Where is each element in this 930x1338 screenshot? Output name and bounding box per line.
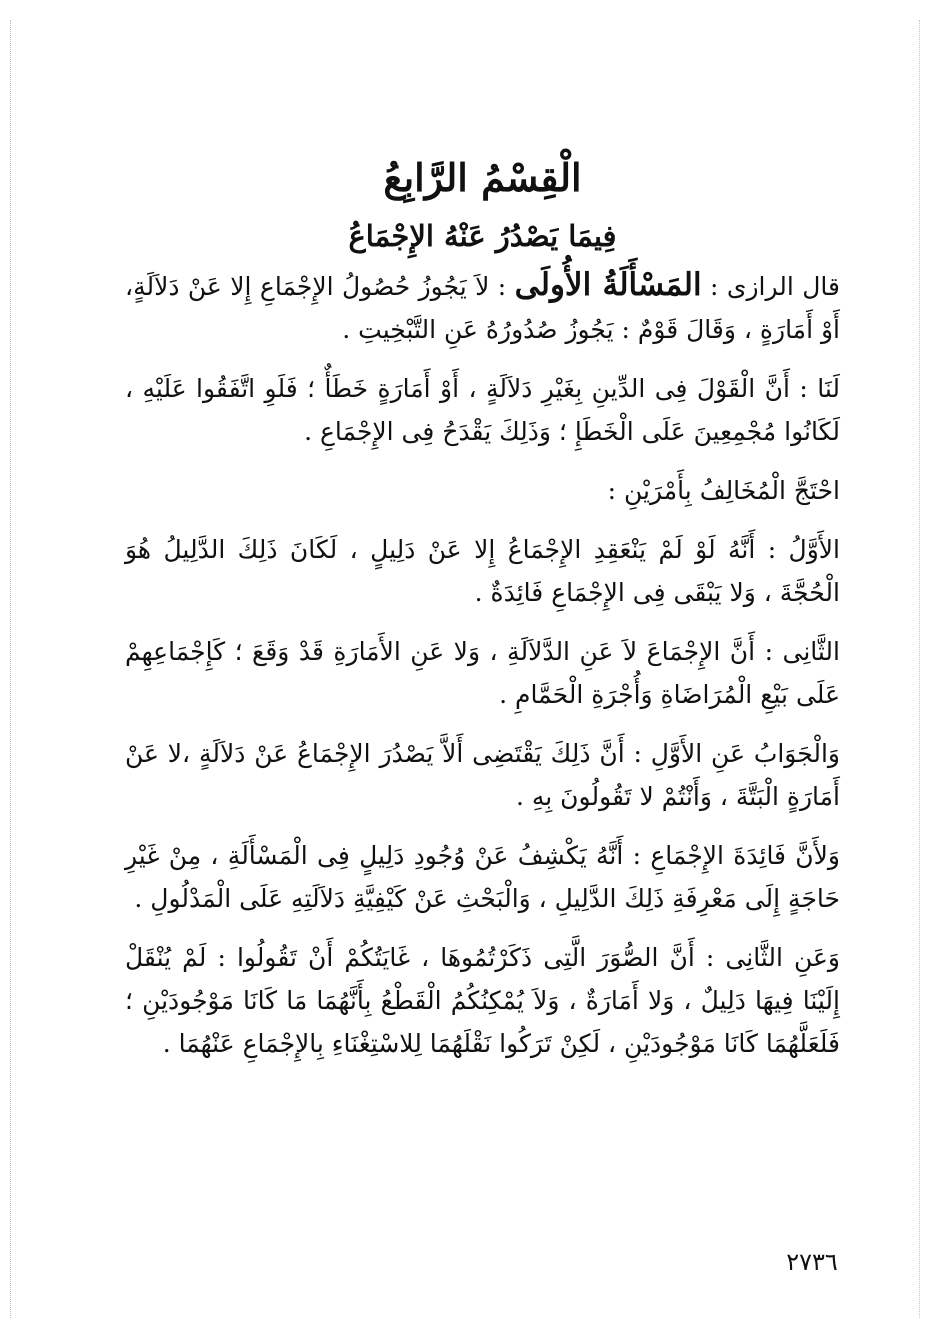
paragraph-lead: وَعَنِ الثَّانِى : (694, 943, 840, 972)
scan-margin-right (919, 20, 920, 1318)
paragraph-first-objection (125, 528, 840, 614)
paragraph-text: أَنَّ الإِجْمَاعَ لاَ عَنِ الدَّلاَلَةِ ، وَلا عَنِ الأَمَارَةِ قَدْ وَقَعَ ؛ كَإِجْمَاعِهِمْ عَلَى بَيْعِ الْمُرَاضَاةِ وَأُجْرَةِ الْحَمَّامِ . (125, 637, 840, 709)
paragraph-lead: وَالْجَوَابُ عَنِ الأَوَّلِ : (624, 739, 840, 768)
paragraph-lead: احْتَجَّ الْمُخَالِفُ بِأَمْرَيْنِ : (607, 476, 840, 505)
paragraph-lead: الأَوَّلُ : (755, 535, 840, 564)
paragraph-ijma-benefit (125, 834, 840, 920)
paragraph-answer-second (125, 936, 840, 1065)
paragraph-second-objection (125, 630, 840, 716)
paragraph-lana (125, 367, 840, 453)
paragraph-text: أَنَّهُ لَوْ لَمْ يَنْعَقِدِ الإِجْمَاعُ إِلا عَنْ دَلِيلٍ ، لَكَانَ ذَلِكَ الدَّلِيلُ هُوَ الْحُجَّةَ ، وَلا يَبْقَى فِى الإِجْمَاعِ فَائِدَةٌ . (125, 535, 840, 607)
paragraph-answer-first (125, 732, 840, 818)
paragraph-text: : لاَ يَجُوزُ حُصُولُ الإِجْمَاعِ إِلا عَنْ دَلاَلَةٍ، أَوْ أَمَارَةٍ ، وَقَالَ قَوْمٌ : يَجُوزُ صُدُورُهُ عَنِ التَّبْخِيتِ . (125, 272, 840, 344)
page-body (125, 150, 840, 1081)
paragraph-lead: الثَّانِى : (755, 637, 840, 666)
paragraph-lead: لَنَا : (789, 374, 840, 403)
paragraph-text: أَنَّهُ يَكْشِفُ عَنْ وُجُودِ دَلِيلٍ فِى الْمَسْأَلَةِ ، مِنْ غَيْرِ حَاجَةٍ إِلَى مَعْرِفَةِ ذَلِكَ الدَّلِيلِ ، وَالْبَحْثِ عَنْ كَيْفِيَّةِ دَلاَلَتِهِ عَلَى الْمَدْلُولِ . (125, 841, 840, 913)
page-number: ٢٧٣٦ (786, 1248, 838, 1276)
paragraph-lead: قال الرازى : (701, 272, 840, 301)
paragraph-masala-1 (125, 264, 840, 351)
section-title: الْقِسْمُ الرَّابِعُ (383, 155, 582, 200)
paragraph-text: أَنَّ ذَلِكَ يَقْتَضِى أَلاَّ يَصْدُرَ الإِجْمَاعُ عَنْ دَلاَلَةٍ ،لا عَنْ أَمَارَةٍ الْبَتَّةَ ، وَأَنْتُمْ لا تَقُولُونَ بِهِ . (125, 739, 840, 811)
paragraph-lead: وَلأَنَّ فَائِدَةَ الإِجْمَاعِ : (623, 841, 840, 870)
scan-margin-left (10, 20, 11, 1318)
masala-heading: المَسْأَلَةُ الأُولَى (514, 267, 702, 303)
section-subtitle: فِيمَا يَصْدُرُ عَنْهُ الإِجْمَاعُ (348, 219, 617, 253)
paragraph-text: أَنَّ الصُّوَرَ الَّتِى ذَكَرْتُمُوهَا ، غَايَتُكُمْ أَنْ تَقُولُوا : لَمْ يُنْقَلْ إِلَيْنَا فِيهَا دَلِيلٌ ، وَلا أَمَارَةٌ ، وَلاَ يُمْكِنُكُمُ الْقَطْعُ بِأَنَّهُمَا مَا كَانَا مَوْجُودَيْنِ ؛ فَلَعَلَّهُمَا كَانَا مَوْجُودَيْنِ ، لَكِنْ تَرَكُوا نَقْلَهُمَا لِلاسْتِغْنَاءِ بِالإِجْمَاعِ عَنْهُمَا . (125, 943, 840, 1058)
paragraph-objection-intro (125, 469, 840, 512)
paragraph-text: أَنَّ الْقَوْلَ فِى الدِّينِ بِغَيْرِ دَلاَلَةٍ ، أَوْ أَمَارَةٍ خَطَأٌ ؛ فَلَوِ اتَّفَقُوا عَلَيْهِ ، لَكَانُوا مُجْمِعِينَ عَلَى الْخَطَإِ ؛ وَذَلِكَ يَقْدَحُ فِى الإِجْمَاعِ . (125, 374, 840, 446)
